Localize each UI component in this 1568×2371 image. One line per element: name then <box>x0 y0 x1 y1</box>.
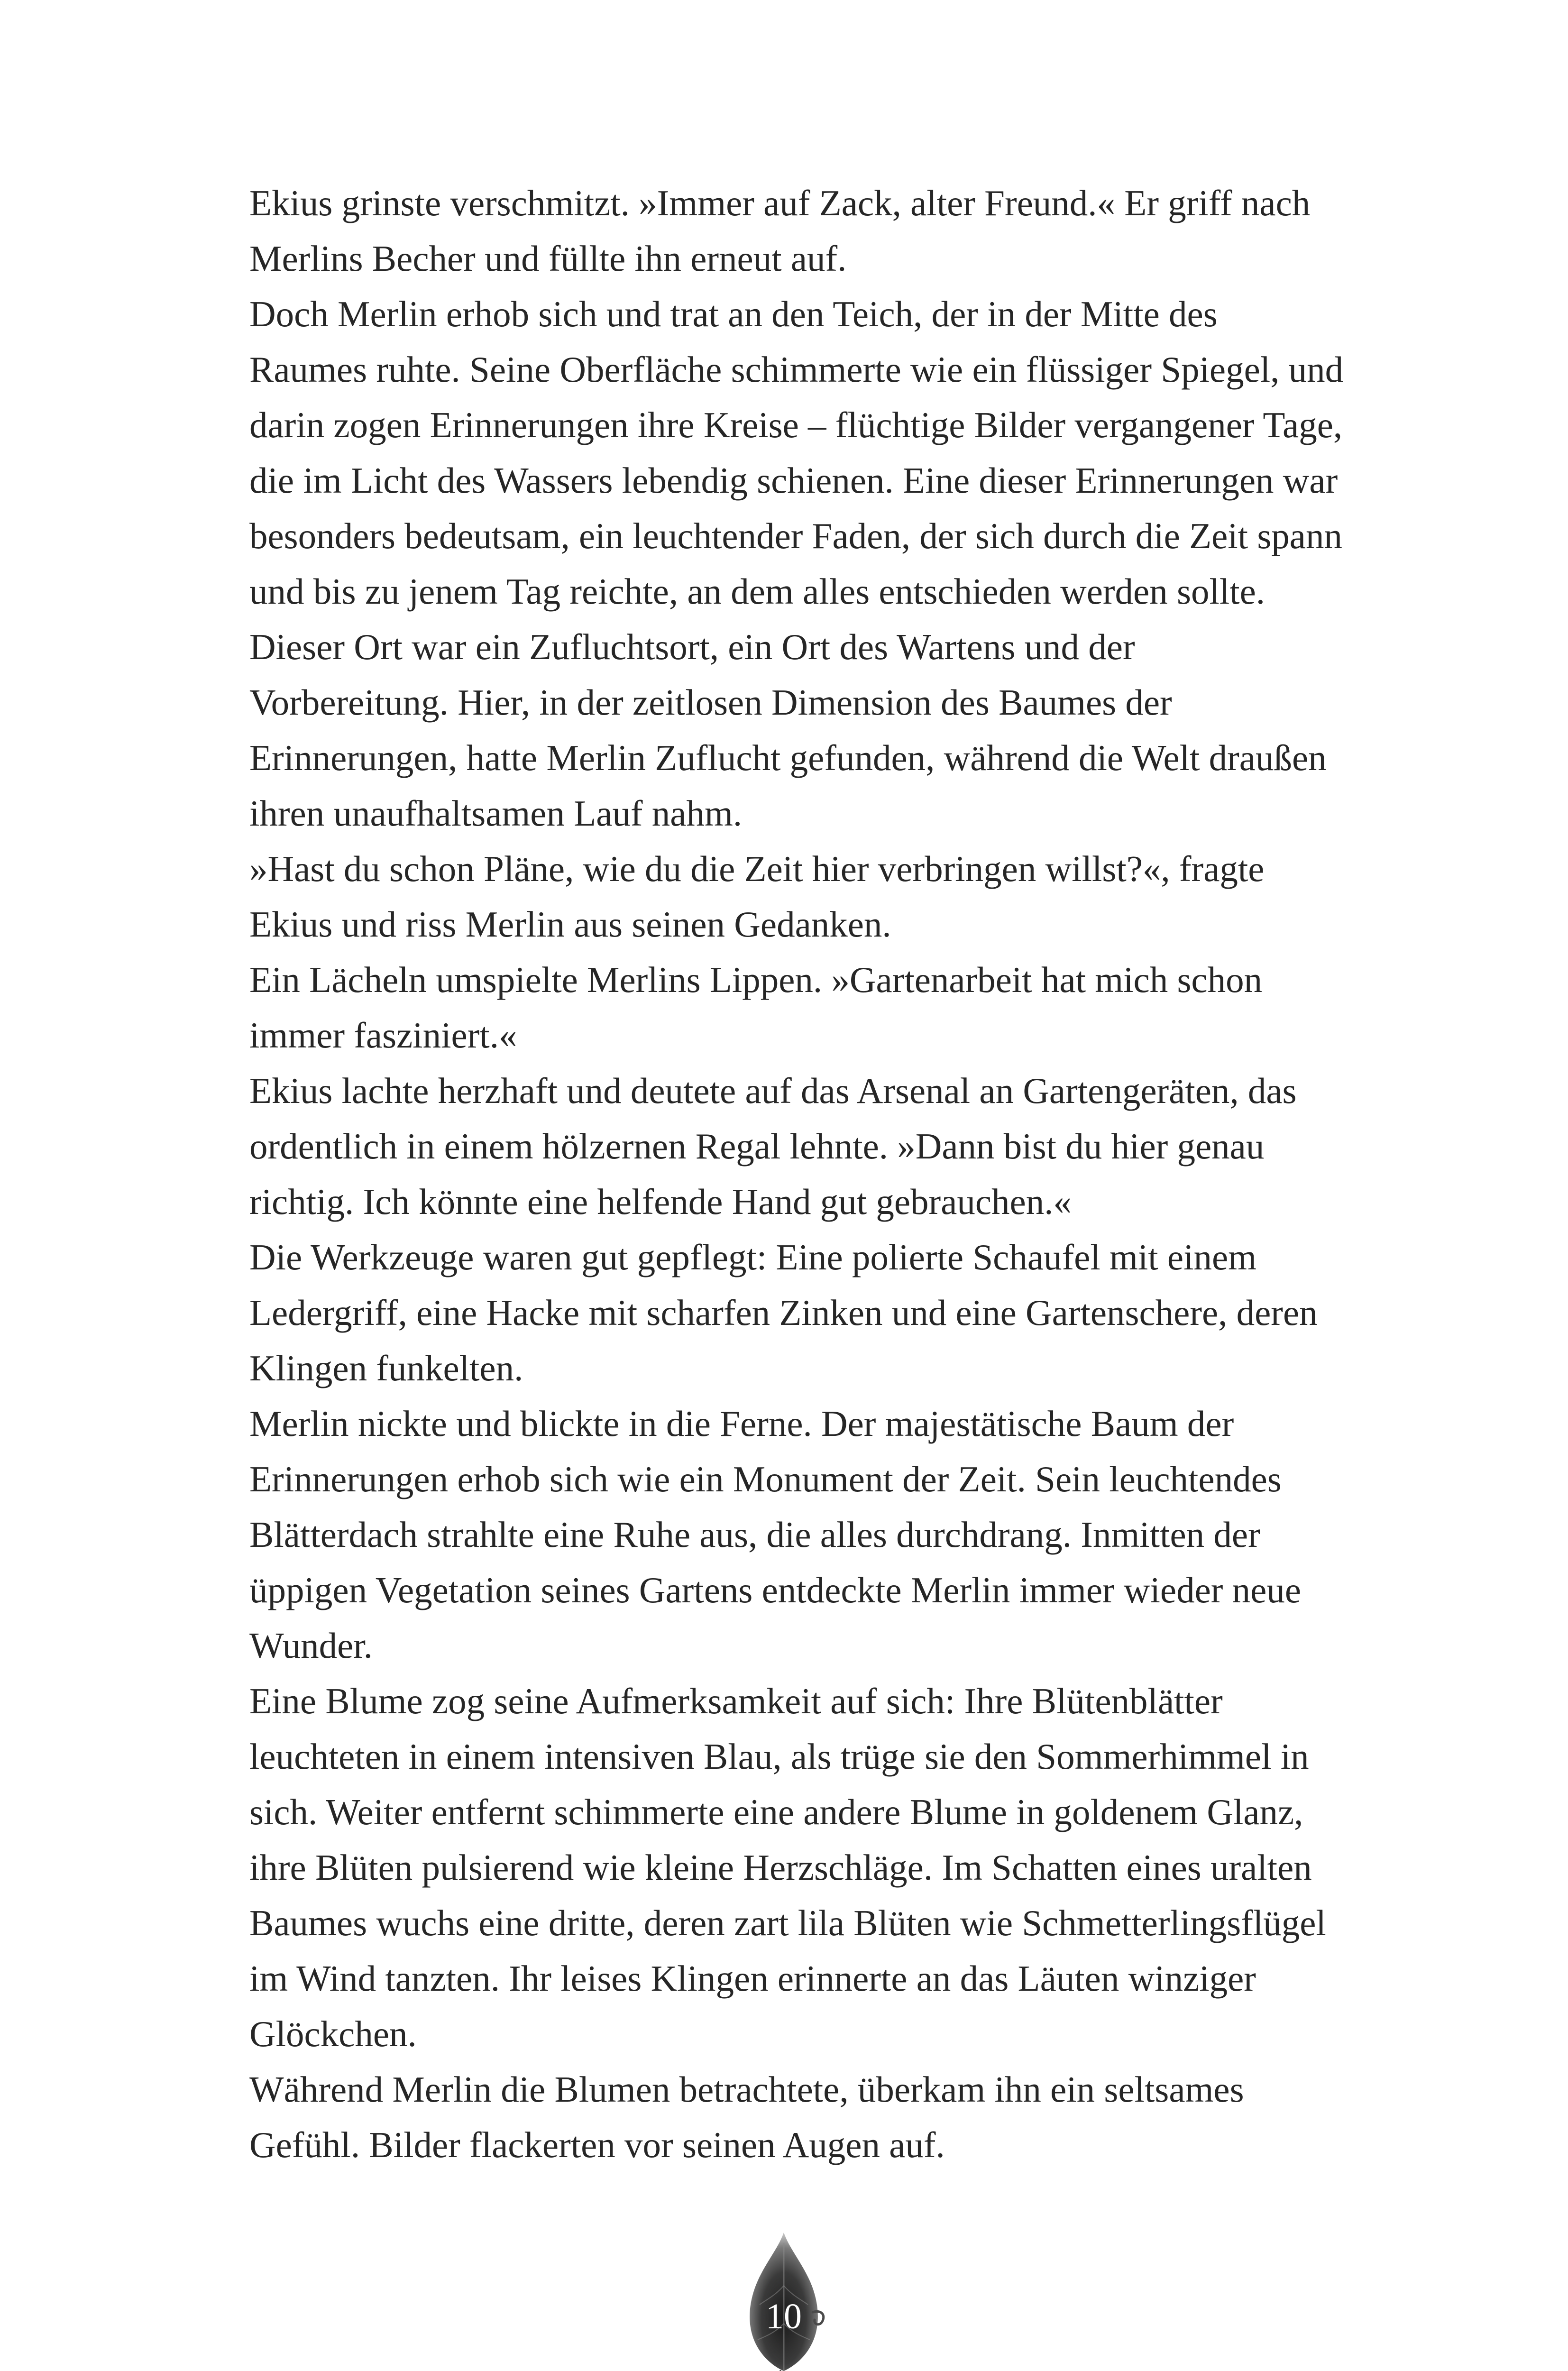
page-number: 10 <box>766 2297 802 2336</box>
text-line: und bis zu jenem Tag reichte, an dem alles entschieden werden sollte. <box>249 571 1265 612</box>
text-line: immer fasziniert.« <box>249 1015 517 1056</box>
text-line: im Wind tanzten. Ihr leises Klingen erinnerte an das Läuten winziger <box>249 1958 1256 1999</box>
text-line: Ekius grinste verschmitzt. »Immer auf Zack, alter Freund.« Er griff nach <box>249 183 1311 223</box>
text-line: »Hast du schon Pläne, wie du die Zeit hier verbringen willst?«, fragte <box>249 848 1265 889</box>
text-line: Eine Blume zog seine Aufmerksamkeit auf sich: Ihre Blütenblätter <box>249 1681 1223 1721</box>
paragraph <box>203 1230 1365 1396</box>
text-line: Dieser Ort war ein Zufluchtsort, ein Ort des Wartens und der <box>249 626 1135 667</box>
text-line: Baumes wuchs eine dritte, deren zart lila Blüten wie Schmetterlingsflügel <box>249 1902 1326 1943</box>
paragraph <box>203 1673 1365 2062</box>
text-line: Raumes ruhte. Seine Oberfläche schimmerte wie ein flüssiger Spiegel, und <box>249 349 1344 390</box>
text-line: richtig. Ich könnte eine helfende Hand gut gebrauchen.« <box>249 1181 1072 1222</box>
text-line: Doch Merlin erhob sich und trat an den Teich, der in der Mitte des <box>249 294 1218 334</box>
text-line: Ein Lächeln umspielte Merlins Lippen. »Gartenarbeit hat mich schon <box>249 959 1263 1000</box>
paragraph <box>203 2062 1365 2173</box>
text-line: Klingen funkelten. <box>249 1348 523 1388</box>
text-line: ihren unaufhaltsamen Lauf nahm. <box>249 793 743 834</box>
text-line: Merlins Becher und füllte ihn erneut auf. <box>249 238 847 279</box>
text-line: sich. Weiter entfernt schimmerte eine andere Blume in goldenem Glanz, <box>249 1792 1303 1832</box>
paragraph <box>203 619 1365 841</box>
text-line: Vorbereitung. Hier, in der zeitlosen Dimension des Baumes der <box>249 682 1172 723</box>
text-line: Merlin nickte und blickte in die Ferne. Der majestätische Baum der <box>249 1403 1234 1444</box>
text-line: Ledergriff, eine Hacke mit scharfen Zinken und eine Gartenschere, deren <box>249 1292 1318 1333</box>
paragraph <box>203 1063 1365 1230</box>
text-line: Erinnerungen erhob sich wie ein Monument der Zeit. Sein leuchtendes <box>249 1459 1282 1499</box>
text-line: Die Werkzeuge waren gut gepflegt: Eine polierte Schaufel mit einem <box>249 1237 1257 1277</box>
text-line: leuchteten in einem intensiven Blau, als trüge sie den Sommerhimmel in <box>249 1736 1309 1777</box>
text-line: ihre Blüten pulsierend wie kleine Herzschläge. Im Schatten eines uralten <box>249 1847 1312 1888</box>
paragraph <box>203 286 1365 619</box>
text-line: besonders bedeutsam, ein leuchtender Faden, der sich durch die Zeit spann <box>249 515 1342 556</box>
text-line: die im Licht des Wassers lebendig schienen. Eine dieser Erinnerungen war <box>249 460 1338 501</box>
paragraph <box>203 952 1365 1063</box>
text-line: darin zogen Erinnerungen ihre Kreise – flüchtige Bilder vergangener Tage, <box>249 404 1343 445</box>
paragraph <box>203 841 1365 952</box>
text-line: Während Merlin die Blumen betrachtete, überkam ihn ein seltsames <box>249 2069 1244 2110</box>
text-line: Erinnerungen, hatte Merlin Zuflucht gefunden, während die Welt draußen <box>249 737 1327 778</box>
paragraph <box>203 1396 1365 1673</box>
text-line: üppigen Vegetation seines Gartens entdeckte Merlin immer wieder neue <box>249 1570 1301 1610</box>
text-line: Ekius und riss Merlin aus seinen Gedanken. <box>249 904 891 945</box>
text-line: Wunder. <box>249 1625 373 1666</box>
body-text <box>203 175 1365 2173</box>
paragraph <box>203 175 1365 286</box>
text-line: Blätterdach strahlte eine Ruhe aus, die alles durchdrang. Inmitten der <box>249 1514 1260 1555</box>
text-line: Ekius lachte herzhaft und deutete auf das Arsenal an Gartengeräten, das <box>249 1070 1297 1111</box>
text-line: ordentlich in einem hölzernen Regal lehnte. »Dann bist du hier genau <box>249 1126 1265 1167</box>
text-line: Glöckchen. <box>249 2013 417 2054</box>
text-line: Gefühl. Bilder flackerten vor seinen Augen auf. <box>249 2124 945 2165</box>
